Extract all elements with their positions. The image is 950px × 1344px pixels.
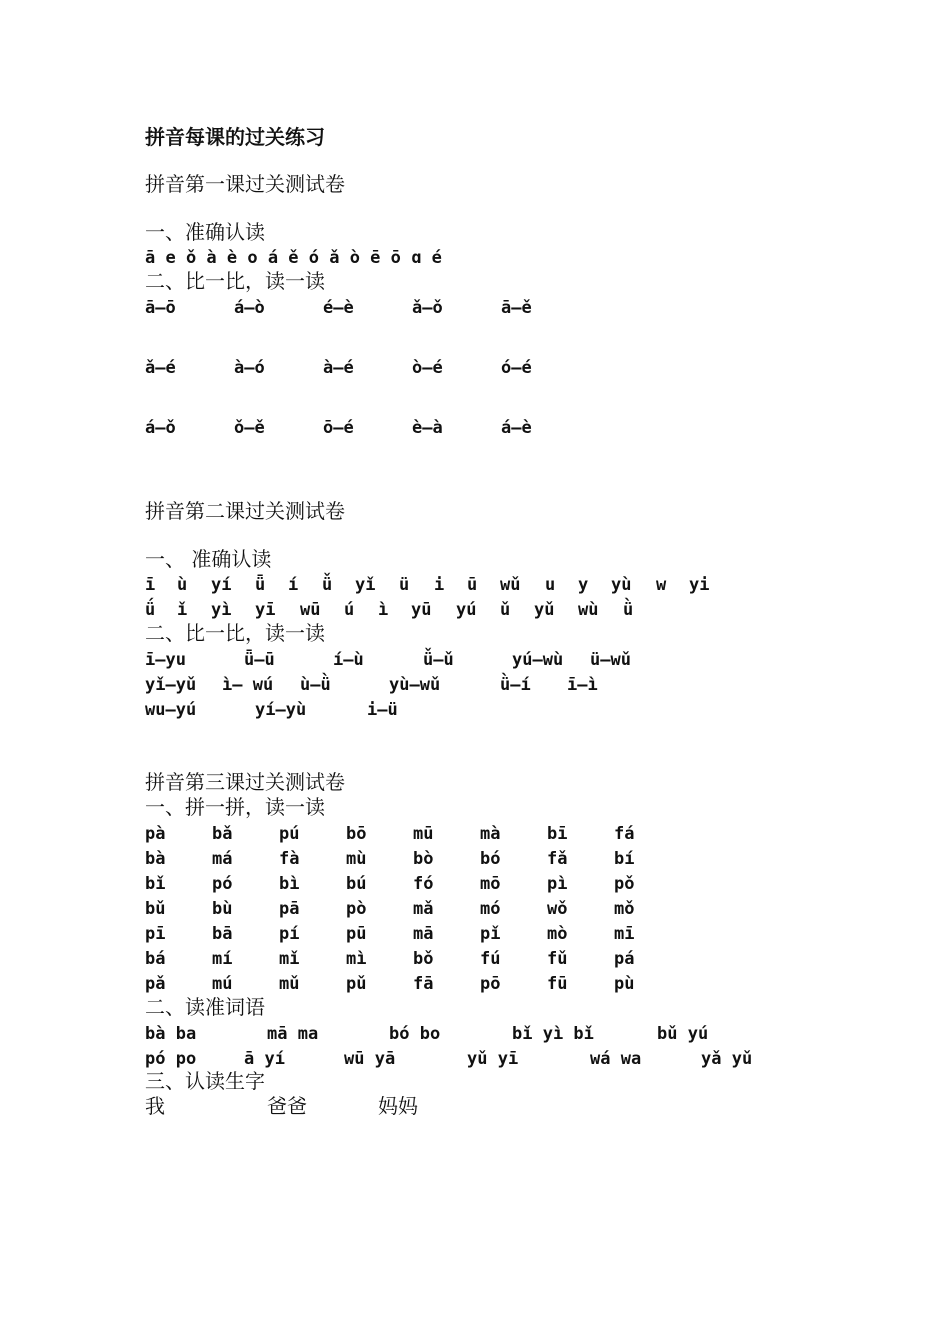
syllable: mó <box>480 899 501 919</box>
syllable: ǐ <box>177 600 188 620</box>
lesson1-compare-row1 <box>145 296 745 320</box>
syllable: fǎ <box>547 849 568 869</box>
syllable: ǜ <box>623 600 634 620</box>
compare-pair: ü—wǔ <box>590 650 631 670</box>
compare-pair: ǜ—í <box>500 675 531 695</box>
syllable: pō <box>480 974 501 994</box>
syllable: bù <box>212 899 233 919</box>
lesson2-compare-row3 <box>145 698 765 722</box>
lesson1-read-line: ā e ǒ à è o á ě ó ǎ ò ē ō ɑ é <box>145 248 442 268</box>
syllable: pī <box>145 924 166 944</box>
syllable: fú <box>480 949 501 969</box>
character: 我 <box>145 1094 165 1118</box>
syllable: pǐ <box>480 924 501 944</box>
lesson3-words-row2 <box>145 1047 785 1071</box>
syllable: bī <box>547 824 568 844</box>
syllable: bí <box>614 849 635 869</box>
syllable: yú <box>456 600 477 620</box>
word: yǔ yī <box>467 1049 519 1069</box>
syllable: yù <box>611 575 632 595</box>
syllable: bì <box>279 874 300 894</box>
syllable: mà <box>480 824 501 844</box>
syllable: pǒ <box>614 874 635 894</box>
syllable: w <box>656 575 667 595</box>
syllable: mū <box>413 824 434 844</box>
syllable: mǒ <box>614 899 635 919</box>
word: wá wa <box>590 1049 642 1069</box>
syllable-grid-row <box>145 947 705 971</box>
word: bó bo <box>389 1024 441 1044</box>
syllable: ì <box>378 600 389 620</box>
compare-pair: ǚ—ǔ <box>423 650 454 670</box>
word: bǔ yú <box>657 1024 709 1044</box>
syllable: mǐ <box>279 949 300 969</box>
compare-pair: yǐ—yǔ <box>145 675 197 695</box>
syllable: bǒ <box>413 949 434 969</box>
syllable: pí <box>279 924 300 944</box>
syllable: pà <box>145 824 166 844</box>
syllable: yí <box>211 575 232 595</box>
lesson2-read-row2 <box>145 598 745 622</box>
lesson2-section1-heading: 一、 准确认读 <box>145 547 272 571</box>
syllable: má <box>212 849 233 869</box>
syllable-grid-row <box>145 897 705 921</box>
syllable-grid-row <box>145 922 705 946</box>
character: 爸爸 <box>267 1094 307 1118</box>
syllable: fū <box>547 974 568 994</box>
lesson3-section3-heading: 三、认读生字 <box>145 1069 265 1093</box>
syllable: ū <box>467 575 478 595</box>
word: bà ba <box>145 1024 197 1044</box>
syllable-grid-row <box>145 847 705 871</box>
compare-pair: ā—ě <box>501 298 532 318</box>
syllable: bò <box>413 849 434 869</box>
syllable: bà <box>145 849 166 869</box>
compare-pair: ī—yu <box>145 650 186 670</box>
syllable: yū <box>411 600 432 620</box>
compare-pair: yù—wǔ <box>389 675 441 695</box>
syllable-grid-row <box>145 822 705 846</box>
compare-pair: á—ò <box>234 298 265 318</box>
syllable: pā <box>279 899 300 919</box>
syllable: mù <box>346 849 367 869</box>
syllable: bó <box>480 849 501 869</box>
lesson2-section2-heading: 二、比一比，读一读 <box>145 621 325 645</box>
syllable: bá <box>145 949 166 969</box>
syllable-grid-row <box>145 872 705 896</box>
compare-pair: ǖ—ū <box>244 650 275 670</box>
lesson1-section2-heading: 二、比一比，读一读 <box>145 269 325 293</box>
word: yǎ yǔ <box>701 1049 753 1069</box>
word: pó po <box>145 1049 197 1069</box>
syllable: ǚ <box>322 575 333 595</box>
compare-pair: è—à <box>412 418 443 438</box>
syllable: mì <box>346 949 367 969</box>
compare-pair: ā—ō <box>145 298 176 318</box>
syllable: ǖ <box>255 575 266 595</box>
syllable: fà <box>279 849 300 869</box>
lesson2-compare-row2 <box>145 673 765 697</box>
syllable: yī <box>255 600 276 620</box>
syllable: mō <box>480 874 501 894</box>
compare-pair: á—ǒ <box>145 418 176 438</box>
syllable-grid-row <box>145 972 705 996</box>
word: bǐ yì bǐ <box>512 1024 594 1044</box>
syllable: pá <box>614 949 635 969</box>
compare-pair: ó—é <box>501 358 532 378</box>
lesson1-title: 拼音第一课过关测试卷 <box>145 172 345 196</box>
character: 妈妈 <box>378 1094 418 1118</box>
syllable: pú <box>279 824 300 844</box>
lesson3-section1-heading: 一、拼一拼，读一读 <box>145 795 325 819</box>
syllable: fó <box>413 874 434 894</box>
syllable: ù <box>177 575 188 595</box>
word: mā ma <box>267 1024 319 1044</box>
syllable: fá <box>614 824 635 844</box>
syllable: yi <box>689 575 710 595</box>
compare-pair: ù—ǜ <box>300 675 331 695</box>
syllable: pù <box>614 974 635 994</box>
lesson1-section1-heading: 一、准确认读 <box>145 220 265 244</box>
syllable: mí <box>212 949 233 969</box>
lesson2-read-row1 <box>145 573 745 597</box>
lesson2-title: 拼音第二课过关测试卷 <box>145 499 345 523</box>
document-title: 拼音每课的过关练习 <box>145 125 325 149</box>
compare-pair: ō—é <box>323 418 354 438</box>
syllable: mò <box>547 924 568 944</box>
lesson1-compare-row2 <box>145 356 745 380</box>
compare-pair: ì— wú <box>222 675 274 695</box>
syllable: ī <box>145 575 156 595</box>
syllable: pǔ <box>346 974 367 994</box>
syllable: wǒ <box>547 899 568 919</box>
compare-pair: é—è <box>323 298 354 318</box>
syllable: bā <box>212 924 233 944</box>
lesson2-compare-row1 <box>145 648 765 672</box>
compare-pair: á—è <box>501 418 532 438</box>
syllable: ú <box>344 600 355 620</box>
syllable: bǔ <box>145 899 166 919</box>
syllable: bǎ <box>212 824 233 844</box>
syllable: pó <box>212 874 233 894</box>
syllable: wù <box>578 600 599 620</box>
compare-pair: wu—yú <box>145 700 197 720</box>
syllable: bǐ <box>145 874 166 894</box>
compare-pair: ǎ—é <box>145 358 176 378</box>
compare-pair: ò—é <box>412 358 443 378</box>
syllable: mā <box>413 924 434 944</box>
compare-pair: à—é <box>323 358 354 378</box>
compare-pair: ǒ—ě <box>234 418 265 438</box>
compare-pair: yú—wù <box>512 650 564 670</box>
syllable: fā <box>413 974 434 994</box>
syllable: mǎ <box>413 899 434 919</box>
syllable: pū <box>346 924 367 944</box>
compare-pair: i—ü <box>367 700 398 720</box>
lesson3-section2-heading: 二、读准词语 <box>145 995 265 1019</box>
syllable: u <box>545 575 556 595</box>
syllable: ǔ <box>500 600 511 620</box>
syllable: y <box>578 575 589 595</box>
syllable: mú <box>212 974 233 994</box>
compare-pair: ǎ—ǒ <box>412 298 443 318</box>
syllable: ǘ <box>145 600 156 620</box>
syllable: wū <box>300 600 321 620</box>
syllable: í <box>288 575 299 595</box>
syllable: ü <box>399 575 410 595</box>
syllable: mǔ <box>279 974 300 994</box>
syllable: yǐ <box>355 575 376 595</box>
syllable: i <box>434 575 445 595</box>
lesson3-characters-row <box>145 1094 545 1120</box>
syllable: bō <box>346 824 367 844</box>
syllable: wǔ <box>500 575 521 595</box>
word: wū yā <box>344 1049 396 1069</box>
syllable: fǔ <box>547 949 568 969</box>
syllable: mī <box>614 924 635 944</box>
syllable: pǎ <box>145 974 166 994</box>
lesson1-compare-row3 <box>145 416 745 440</box>
syllable: pò <box>346 899 367 919</box>
syllable: yǔ <box>534 600 555 620</box>
compare-pair: yí—yù <box>255 700 307 720</box>
syllable: bú <box>346 874 367 894</box>
lesson3-title: 拼音第三课过关测试卷 <box>145 770 345 794</box>
syllable: pì <box>547 874 568 894</box>
lesson3-words-row1 <box>145 1022 785 1046</box>
word: ā yí <box>244 1049 285 1069</box>
compare-pair: à—ó <box>234 358 265 378</box>
compare-pair: í—ù <box>333 650 364 670</box>
syllable: yì <box>211 600 232 620</box>
compare-pair: ī—ì <box>567 675 598 695</box>
